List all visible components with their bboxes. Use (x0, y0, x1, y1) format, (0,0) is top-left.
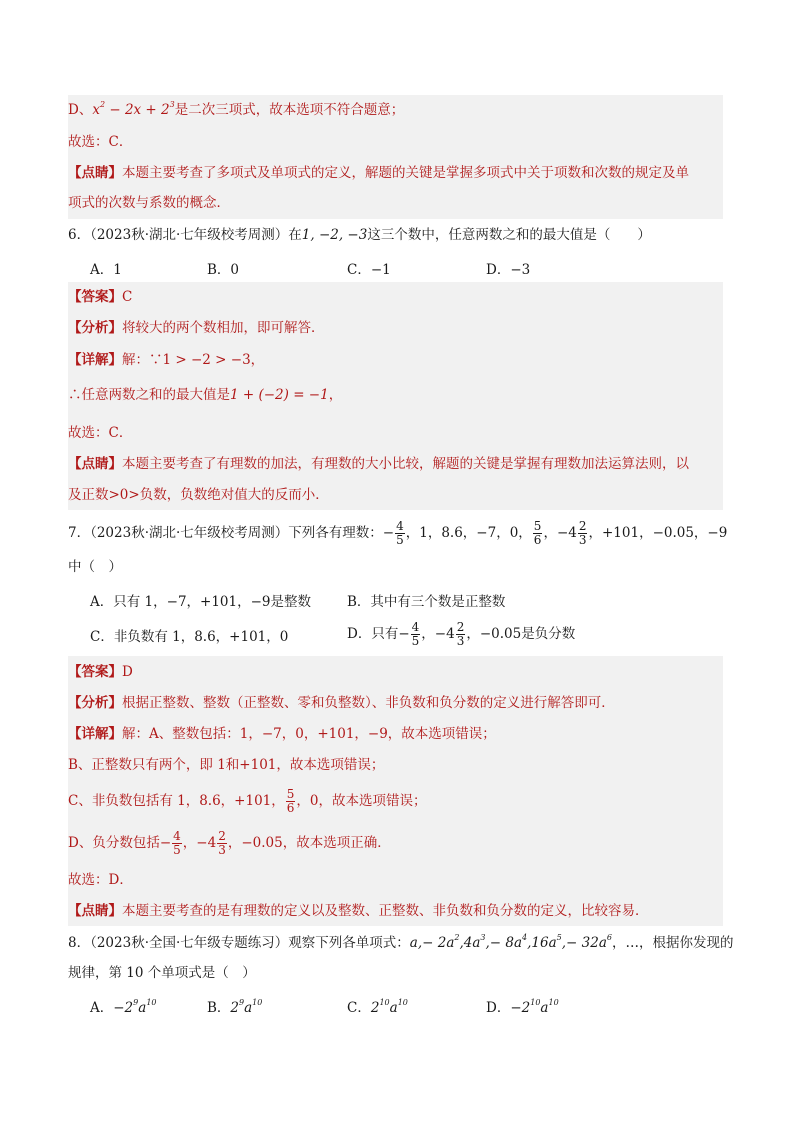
q8-option-b-label: B． (207, 1000, 231, 1016)
q8-option-a-label: A． (90, 1000, 114, 1016)
q6-option-a: A．1 (90, 262, 122, 278)
q7-detail-3-prefix: C、非负数包括有 1，8.6，+101， (68, 793, 285, 809)
q8-option-d (486, 996, 559, 1016)
q7-detail-4-suffix: ，−0.05，故本选项正确． (227, 835, 391, 851)
answer-tag: 【答案】 (68, 664, 122, 680)
q7-choose: 故选：D． (68, 872, 133, 888)
q6-analysis (68, 313, 325, 343)
q6-choose: 故选：C． (68, 425, 133, 441)
q7-analysis-text: 根据正整数、整数（正整数、零和负整数）、非负数和负分数的定义进行解答即可． (122, 695, 615, 711)
q7-detail-line3 (68, 784, 427, 818)
detail-tag: 【详解】 (68, 352, 122, 368)
q8-option-d-expression: $-2^{10}a^{10}$ (510, 998, 559, 1016)
q5-option-d-explanation (68, 95, 404, 125)
q8-option-b (207, 996, 262, 1016)
q5-d-expression: $x^2 - 2x + 2^3$ (92, 100, 175, 118)
q7-detail-4-prefix: D、负分数包括 (68, 835, 160, 851)
q8-stem-prefix: 8．（2023秋·全国·七年级专题练习）观察下列各单项式： (68, 935, 410, 951)
q7-option-a: A．只有 1，−7，+101，−9是整数 (90, 594, 312, 610)
q7-option-d: D．只有− $\frac{4}{5}$ ，−4 $\frac{2}{3}$ ，−0.05是负分数 (347, 620, 576, 648)
q7-option-b: B．其中有三个数是正整数 (347, 594, 506, 610)
q6-option-c: C．−1 (347, 262, 391, 278)
q8-option-c-label: C． (347, 1000, 371, 1016)
fraction-4-5: $\frac{4}{5}$ (396, 519, 404, 547)
dianjing-tag: 【点睛】 (68, 903, 122, 919)
q7-stem-part2: ， (543, 525, 557, 541)
q7-answer (68, 657, 133, 687)
fraction-2-3: $\frac{2}{3}$ (578, 519, 587, 547)
dianjing-tag: 【点睛】 (68, 165, 122, 181)
fraction-4-5: $\frac{4}{5}$ (411, 620, 420, 648)
fraction-5-6: $\frac{5}{6}$ (286, 787, 295, 815)
analysis-tag: 【分析】 (68, 695, 122, 711)
q6-stem-suffix: 这三个数中，任意两数之和的最大值是（ ） (367, 227, 651, 243)
q8-stem-line2: 规律，第 10 个单项式是（ ） (68, 965, 256, 981)
q7-detail-text-1: 解：A、整数包括：1，−7，0，+101，−9，故本选项错误； (122, 726, 496, 742)
q7-stem-part3: ，+101，−0.05，−9 (588, 525, 728, 541)
detail-tag: 【详解】 (68, 726, 122, 742)
q8-option-d-label: D． (486, 1000, 511, 1016)
q6-analysis-text: 将较大的两个数相加，即可解答． (122, 320, 325, 336)
q6-detail-math: 1 + (−2) = −1 (230, 387, 329, 403)
q8-option-c (347, 996, 408, 1016)
q8-stem (68, 928, 733, 958)
q5-dianjing-line2: 项式的次数与系数的概念． (68, 195, 230, 211)
q6-dianjing-text-1: 本题主要考查了有理数的加法，有理数的大小比较，解题的关键是掌握有理数加法运算法则，以 (122, 456, 689, 472)
q7-answer-value: D (122, 664, 133, 680)
q6-stem (68, 220, 651, 250)
answer-tag: 【答案】 (68, 289, 122, 305)
q8-stem-suffix: ，…，根据你发现的 (611, 935, 734, 951)
fraction-2-3: $\frac{2}{3}$ (456, 620, 465, 648)
q8-option-a (90, 996, 157, 1016)
q6-dianjing-line2: 及正数>0>负数，负数绝对值大的反而小． (68, 487, 329, 503)
fraction-5-6: $\frac{5}{6}$ (533, 519, 542, 547)
q5-dianjing-line1 (68, 158, 689, 188)
q6-detail-end: ， (328, 387, 343, 403)
q5-d-text: 是二次三项式，故本选项不符合题意； (174, 102, 405, 118)
q6-dianjing-line1 (68, 449, 689, 479)
q6-answer-value: C (122, 289, 133, 305)
q7-stem-prefix: 7．（2023秋·湖北·七年级校考周测）下列各有理数： (68, 525, 383, 541)
q8-option-c-expression: $2^{10}a^{10}$ (370, 998, 408, 1016)
fraction-4-5: $\frac{4}{5}$ (173, 829, 181, 857)
q6-stem-prefix: 6．（2023秋·湖北·七年级校考周测）在 (68, 227, 302, 243)
analysis-tag: 【分析】 (68, 320, 122, 336)
q6-detail-line2 (68, 380, 342, 410)
q6-answer (68, 282, 132, 312)
q7-option-d-sep: ， (421, 626, 435, 642)
q7-option-d-prefix: D．只有 (347, 626, 399, 642)
q6-detail-line1 (68, 345, 264, 375)
q7-option-c: C．非负数有 1，8.6，+101，0 (90, 629, 289, 645)
q7-detail-line4: D、负分数包括− $\frac{4}{5}$ ，−4 $\frac{2}{3}$ ，−0.05，故本选项正确． (68, 829, 391, 857)
q7-stem-line2: 中（ ） (68, 559, 122, 575)
q8-monomial-sequence: $a,- 2a^2,4a^3,- 8a^4,16a^5,- 32a^6$ (409, 933, 612, 951)
q6-option-d: D．−3 (486, 262, 531, 278)
q7-detail-4-sep: ， (182, 835, 197, 851)
q5-dianjing-text-1: 本题主要考查了多项式及单项式的定义，解题的关键是掌握多项式中关于项数和次数的规定及单 (122, 165, 689, 181)
q7-option-d-suffix: ，−0.05是负分数 (466, 626, 576, 642)
dianjing-tag: 【点睛】 (68, 456, 122, 472)
fraction-2-3: $\frac{2}{3}$ (218, 829, 226, 857)
q7-dianjing-text: 本题主要考查的是有理数的定义以及整数、正整数、非负数和负分数的定义，比较容易． (122, 903, 649, 919)
q7-detail-3-suffix: ，0，故本选项错误； (296, 793, 427, 809)
q6-option-b: B．0 (207, 262, 240, 278)
q5-choose: 故选：C． (68, 134, 133, 150)
q6-detail-text-2: ∴任意两数之和的最大值是 (68, 387, 230, 403)
q7-analysis (68, 688, 615, 718)
q6-stem-numbers: 1, −2, −3 (301, 227, 368, 243)
q7-detail-line2: B、正整数只有两个，即 1和+101，故本选项错误； (68, 757, 385, 773)
q7-detail-line1 (68, 719, 496, 749)
q7-stem: 7．（2023秋·湖北·七年级校考周测）下列各有理数：− $\frac{4}{5}$ ，1，8.6，−7，0， $\frac{5}{6}$ ，−4 $\frac{2}{3}$ ，+101，−0.05，−9 (68, 519, 728, 547)
q6-detail-text-1: 解：∵1 > −2 > −3， (122, 352, 265, 368)
q8-option-b-expression: $2^9a^{10}$ (230, 998, 263, 1016)
q8-option-a-expression: $-2^9a^{10}$ (113, 998, 157, 1016)
q7-dianjing (68, 896, 649, 926)
q5-d-prefix: D、 (68, 102, 93, 118)
q7-stem-part1: ，1，8.6，−7，0， (405, 525, 532, 541)
